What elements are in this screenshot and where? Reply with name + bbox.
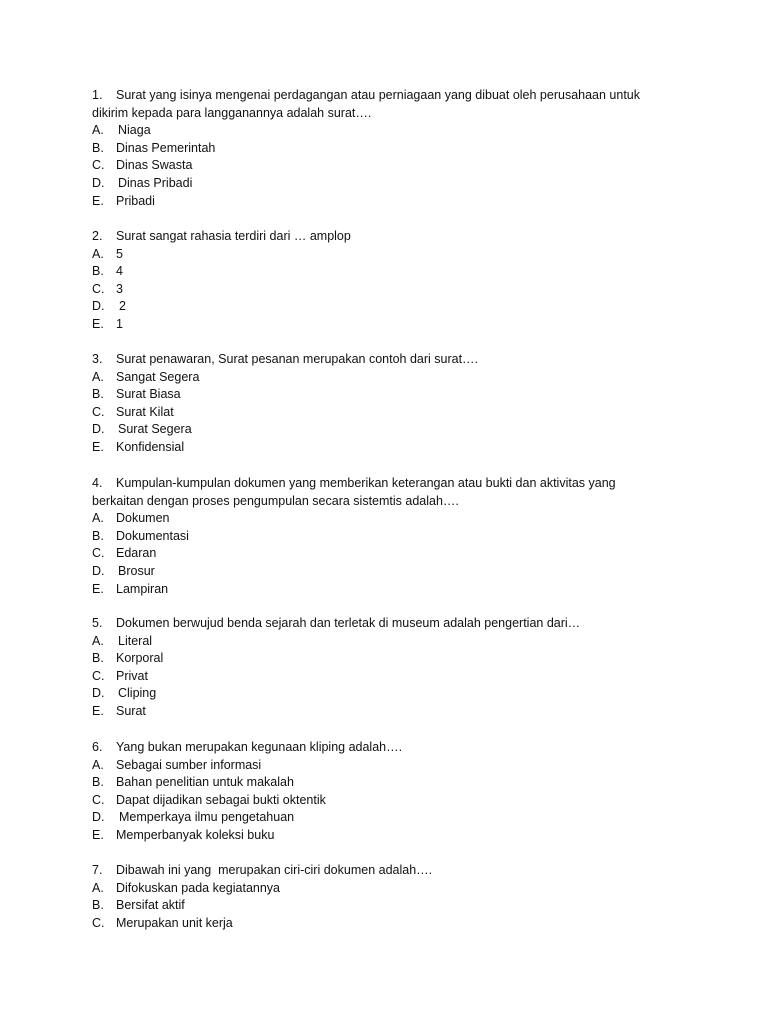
option-a xyxy=(92,633,682,651)
question-line xyxy=(92,475,682,493)
option-b xyxy=(92,897,682,915)
question-number: 2. xyxy=(92,229,103,243)
option-e xyxy=(92,439,682,457)
option-text: 3 xyxy=(116,281,123,296)
option-letter: C. xyxy=(92,546,105,561)
option-e xyxy=(92,827,682,845)
option-text: Surat Segera xyxy=(118,422,192,437)
option-letter: E. xyxy=(92,703,104,718)
option-b xyxy=(92,140,682,158)
option-text: Dapat dijadikan sebagai bukti oktentik xyxy=(116,792,326,807)
option-c xyxy=(92,157,682,175)
question-number: 3. xyxy=(92,352,103,366)
option-b xyxy=(92,774,682,792)
question-text: Surat sangat rahasia terdiri dari … amplop xyxy=(116,229,351,243)
question-line xyxy=(92,351,682,369)
question-line xyxy=(92,615,682,633)
option-text: Sebagai sumber informasi xyxy=(116,757,262,772)
question-text: Kumpulan-kumpulan dokumen yang memberikan keterangan atau bukti dan aktivitas yang xyxy=(116,476,616,490)
option-letter: C. xyxy=(92,404,105,419)
question-1 xyxy=(92,87,682,210)
option-text: Surat xyxy=(116,703,146,718)
option-letter: B. xyxy=(92,898,104,913)
question-line xyxy=(92,739,682,757)
question-number: 7. xyxy=(92,863,103,877)
question-number: 4. xyxy=(92,476,103,490)
option-letter: D. xyxy=(92,299,105,314)
option-letter: D. xyxy=(92,422,105,437)
option-text: 5 xyxy=(116,246,123,261)
option-letter: E. xyxy=(92,439,104,454)
question-text: Dibawah ini yang merupakan ciri-ciri dokumen adalah…. xyxy=(116,863,433,877)
option-letter: C. xyxy=(92,158,105,173)
option-a xyxy=(92,246,682,264)
option-text: Lampiran xyxy=(116,581,169,596)
option-text: 2 xyxy=(119,299,126,314)
question-line xyxy=(92,87,682,105)
option-letter: B. xyxy=(92,528,104,543)
option-e xyxy=(92,581,682,599)
question-text: Yang bukan merupakan kegunaan kliping adalah…. xyxy=(116,740,403,754)
option-text: Memperbanyak koleksi buku xyxy=(116,827,275,842)
option-text: Surat Kilat xyxy=(116,404,174,419)
option-e xyxy=(92,193,682,211)
option-letter: E. xyxy=(92,316,104,331)
option-letter: C. xyxy=(92,915,105,930)
option-d xyxy=(92,421,682,439)
option-text: Bersifat aktif xyxy=(116,898,185,913)
question-6 xyxy=(92,739,682,845)
option-c xyxy=(92,792,682,810)
option-text: 4 xyxy=(116,264,123,279)
question-line xyxy=(92,862,682,880)
option-b xyxy=(92,528,682,546)
question-2 xyxy=(92,228,682,334)
option-letter: B. xyxy=(92,264,104,279)
question-text: Surat penawaran, Surat pesanan merupakan contoh dari surat…. xyxy=(116,352,479,366)
option-letter: A. xyxy=(92,246,104,261)
option-text: Dokumen xyxy=(116,511,170,526)
option-text: Sangat Segera xyxy=(116,369,200,384)
question-line xyxy=(92,228,682,246)
option-text: Konfidensial xyxy=(116,439,185,454)
option-c xyxy=(92,404,682,422)
option-a xyxy=(92,757,682,775)
option-text: Dinas Pemerintah xyxy=(116,140,216,155)
option-text: Merupakan unit kerja xyxy=(116,915,233,930)
option-letter: C. xyxy=(92,792,105,807)
option-letter: D. xyxy=(92,175,105,190)
option-letter: A. xyxy=(92,633,104,648)
option-text: Pribadi xyxy=(116,193,155,208)
option-text: Edaran xyxy=(116,546,157,561)
option-letter: A. xyxy=(92,123,104,138)
question-5 xyxy=(92,615,682,721)
option-letter: C. xyxy=(92,668,105,683)
question-number: 5. xyxy=(92,616,103,630)
option-letter: B. xyxy=(92,651,104,666)
question-number: 1. xyxy=(92,88,103,102)
option-text: Dokumentasi xyxy=(116,528,189,543)
option-a xyxy=(92,122,682,140)
option-letter: B. xyxy=(92,140,104,155)
option-letter: E. xyxy=(92,581,104,596)
option-text: Difokuskan pada kegiatannya xyxy=(116,880,281,895)
question-text: Surat yang isinya mengenai perdagangan atau perniagaan yang dibuat oleh perusahaan untuk xyxy=(116,88,641,102)
question-text: Dokumen berwujud benda sejarah dan terletak di museum adalah pengertian dari… xyxy=(116,616,581,630)
option-c xyxy=(92,281,682,299)
option-d xyxy=(92,298,682,316)
question-text-continued: dikirim kepada para langganannya adalah surat…. xyxy=(92,105,372,120)
option-letter: A. xyxy=(92,369,104,384)
option-b xyxy=(92,386,682,404)
question-7 xyxy=(92,862,682,932)
option-a xyxy=(92,880,682,898)
option-letter: D. xyxy=(92,563,105,578)
option-a xyxy=(92,510,682,528)
option-d xyxy=(92,809,682,827)
option-text: Korporal xyxy=(116,651,164,666)
option-letter: D. xyxy=(92,686,105,701)
option-c xyxy=(92,668,682,686)
option-text: Literal xyxy=(118,633,153,648)
question-text-continued: berkaitan dengan proses pengumpulan secara sistemtis adalah…. xyxy=(92,493,459,508)
option-text: Cliping xyxy=(118,686,157,701)
option-text: 1 xyxy=(116,316,123,331)
option-letter: C. xyxy=(92,281,105,296)
option-letter: B. xyxy=(92,387,104,402)
option-d xyxy=(92,563,682,581)
option-letter: E. xyxy=(92,827,104,842)
option-d xyxy=(92,175,682,193)
option-text: Niaga xyxy=(118,123,151,138)
option-b xyxy=(92,263,682,281)
question-3 xyxy=(92,351,682,457)
option-letter: D. xyxy=(92,810,105,825)
option-e xyxy=(92,316,682,334)
option-c xyxy=(92,915,682,933)
question-4 xyxy=(92,475,682,598)
question-number: 6. xyxy=(92,740,103,754)
option-letter: A. xyxy=(92,757,104,772)
option-letter: B. xyxy=(92,775,104,790)
option-text: Memperkaya ilmu pengetahuan xyxy=(119,810,295,825)
option-text: Brosur xyxy=(118,563,155,578)
option-letter: A. xyxy=(92,511,104,526)
option-c xyxy=(92,545,682,563)
option-text: Bahan penelitian untuk makalah xyxy=(116,775,294,790)
option-a xyxy=(92,369,682,387)
option-text: Dinas Swasta xyxy=(116,158,193,173)
option-d xyxy=(92,685,682,703)
option-letter: A. xyxy=(92,880,104,895)
option-text: Dinas Pribadi xyxy=(118,175,193,190)
option-b xyxy=(92,650,682,668)
option-e xyxy=(92,703,682,721)
option-text: Surat Biasa xyxy=(116,387,181,402)
option-text: Privat xyxy=(116,668,148,683)
option-letter: E. xyxy=(92,193,104,208)
